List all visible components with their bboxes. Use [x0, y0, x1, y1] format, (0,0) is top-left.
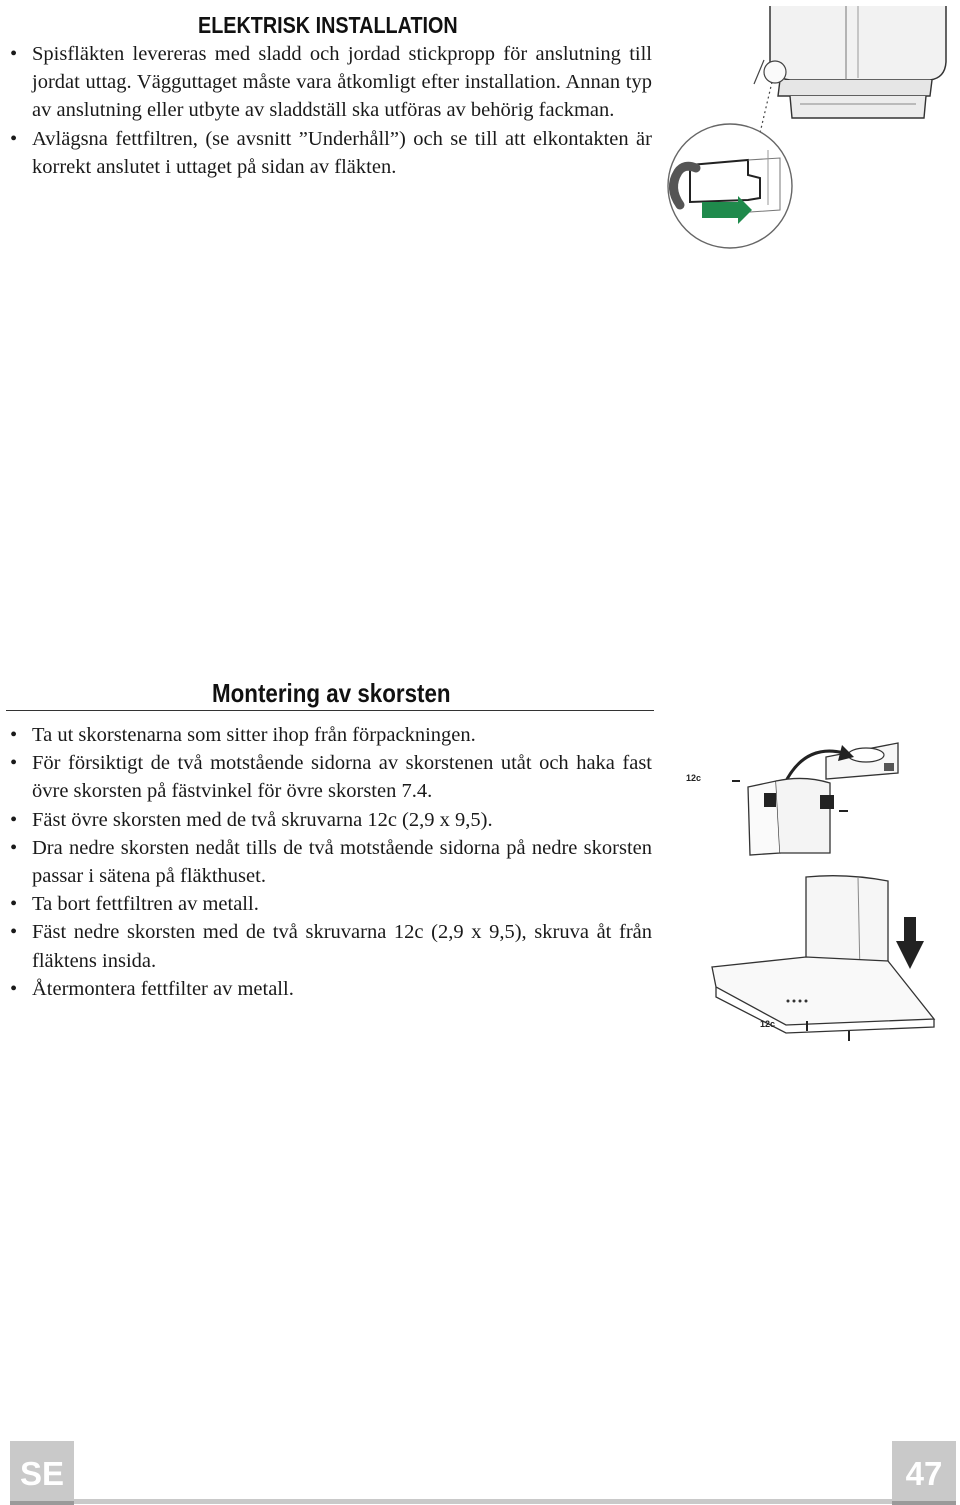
list-item: • Återmontera fettfilter av metall.: [6, 975, 652, 1003]
list-item: • För försiktigt de två motstående sidorna av skorstenen utåt och haka fast övre skorsten på fästvinkel för övre skorsten 7.4.: [6, 749, 652, 805]
screw-label-12c-bottom: 12c: [760, 1019, 776, 1029]
footer-line: [74, 1499, 892, 1504]
language-code: SE: [19, 1455, 65, 1492]
list-item: • Dra nedre skorsten nedåt tills de två motstående sidorna på nedre skorsten passar i sätena på fläkthuset.: [6, 834, 652, 890]
chimney-mounting-illustration: [676, 735, 960, 1045]
screw-label-12c-top: 12c: [686, 773, 702, 783]
page-number: 47: [905, 1455, 943, 1492]
chimney-instructions-list: [6, 721, 652, 1003]
list-item: • Fäst nedre skorsten med de två skruvarna 12c (2,9 x 9,5), skruva åt från fläktens insida.: [6, 918, 652, 974]
heading-divider: [6, 710, 654, 711]
list-item: • Avlägsna fettfiltren, (se avsnitt ”Underhåll”) och se till att elkontakten är korrekt anslutet i uttaget på sidan av fläkten.: [6, 125, 652, 181]
list-item: • Ta bort fettfiltren av metall.: [6, 890, 652, 918]
language-tab: [10, 1441, 74, 1505]
section-heading-chimney: Montering av skorsten: [212, 678, 451, 708]
electrical-instructions-list: [6, 40, 652, 181]
list-item: • Ta ut skorstenarna som sitter ihop från förpackningen.: [6, 721, 652, 749]
section-heading-electrical: ELEKTRISK INSTALLATION: [198, 12, 458, 38]
electrical-connection-illustration: [660, 0, 960, 255]
list-item: • Fäst övre skorsten med de två skruvarna 12c (2,9 x 9,5).: [6, 806, 652, 834]
page-number-tab: [892, 1441, 956, 1505]
list-item: • Spisfläkten levereras med sladd och jordad stickpropp för anslutning till jordat uttag. Vägguttaget måste vara åtkomligt efter installation. Annan typ av anslutning eller utbyte av sladdställ ska utföras av behörig fackman.: [6, 40, 652, 125]
